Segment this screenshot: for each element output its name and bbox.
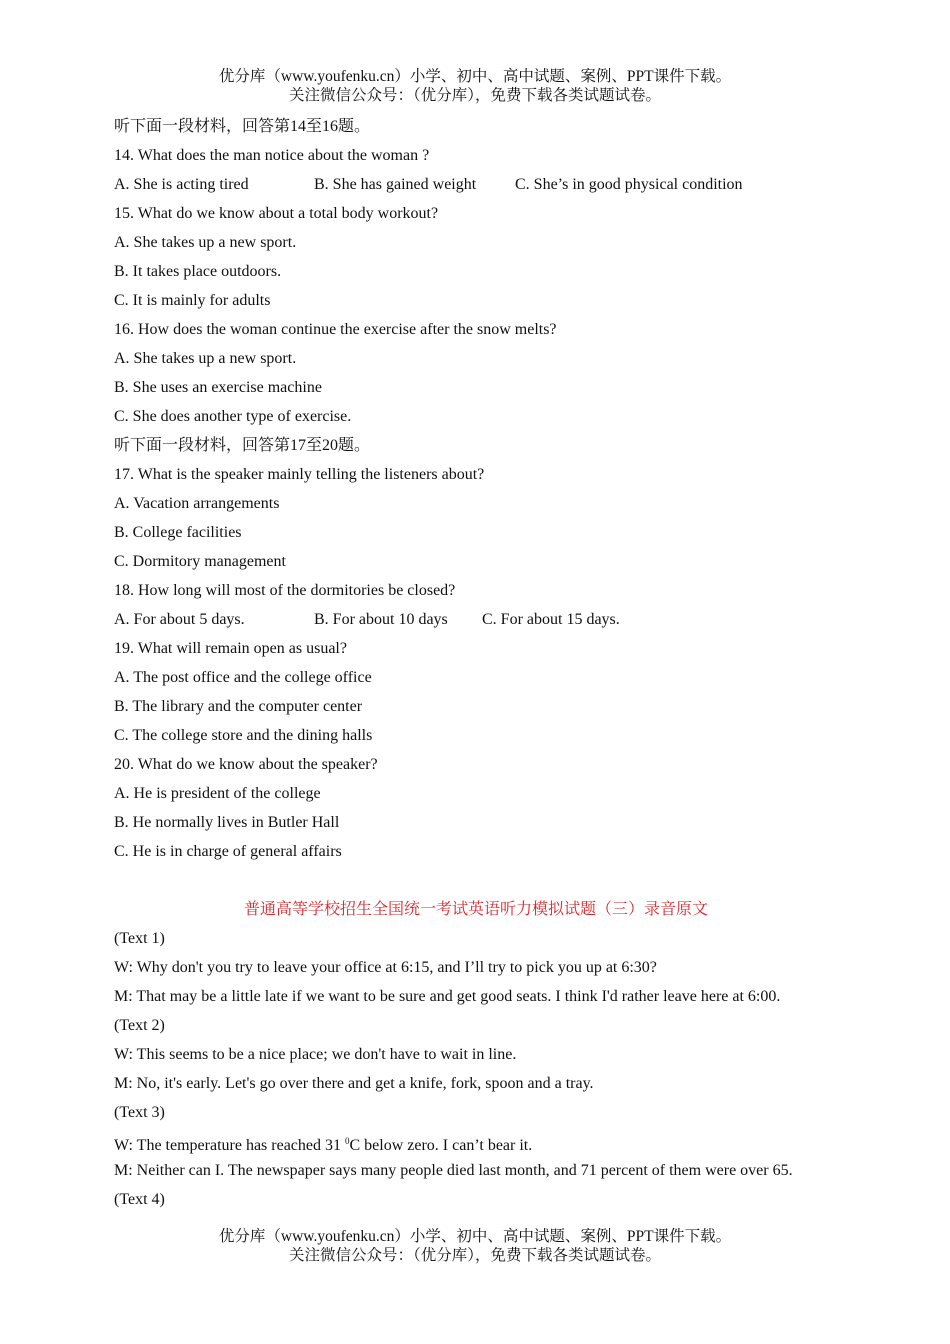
text-1-woman: W: Why don't you try to leave your office at 6:15, and I’ll try to pick you up at 6:30? [114, 959, 657, 976]
option-14c: C. She’s in good physical condition [515, 176, 743, 193]
option-20b: B. He normally lives in Butler Hall [114, 814, 340, 831]
section-intro-17-20: 听下面一段材料，回答第17至20题。 [114, 437, 371, 454]
page-header [0, 67, 950, 105]
question-18: 18. How long will most of the dormitories be closed? [114, 582, 456, 599]
question-14-options [114, 170, 874, 199]
question-16: 16. How does the woman continue the exercise after the snow melts? [114, 321, 557, 338]
footer-line-2: 关注微信公众号：（优分库），免费下载各类试题试卷。 [288, 1247, 661, 1264]
document-body [114, 112, 874, 1214]
page-footer [0, 1227, 950, 1265]
option-18c: C. For about 15 days. [482, 611, 620, 628]
text-3-label: (Text 3) [114, 1104, 165, 1121]
text-3-woman [114, 1127, 874, 1156]
text-2-man: M: No, it's early. Let's go over there and get a knife, fork, spoon and a tray. [114, 1075, 594, 1092]
header-line-1: 优分库（www.youfenku.cn）小学、初中、高中试题、案例、PPT课件下载。 [218, 68, 732, 85]
option-19a: A. The post office and the college office [114, 669, 372, 686]
option-17c: C. Dormitory management [114, 553, 286, 570]
question-15: 15. What do we know about a total body workout? [114, 205, 439, 222]
option-16b: B. She uses an exercise machine [114, 379, 322, 396]
option-19b: B. The library and the computer center [114, 698, 363, 715]
option-17b: B. College facilities [114, 524, 242, 541]
option-15c: C. It is mainly for adults [114, 292, 271, 309]
text-1-man: M: That may be a little late if we want to be sure and get good seats. I think I'd rather leave here at 6:00. [114, 988, 781, 1005]
section-intro-14-16: 听下面一段材料，回答第14至16题。 [114, 118, 371, 135]
option-18b: B. For about 10 days [314, 611, 448, 628]
option-15a: A. She takes up a new sport. [114, 234, 297, 251]
text-3-man: M: Neither can I. The newspaper says many people died last month, and 71 percent of them were over 65. [114, 1162, 793, 1179]
spacer [114, 866, 874, 895]
option-19c: C. The college store and the dining halls [114, 727, 373, 744]
option-16a: A. She takes up a new sport. [114, 350, 297, 367]
option-14b: B. She has gained weight [314, 176, 477, 193]
text-1-label: (Text 1) [114, 930, 165, 947]
option-18a: A. For about 5 days. [114, 611, 245, 628]
option-16c: C. She does another type of exercise. [114, 408, 352, 425]
text-2-label: (Text 2) [114, 1017, 165, 1034]
question-20: 20. What do we know about the speaker? [114, 756, 378, 773]
degree-superscript: 0 [345, 1136, 350, 1146]
option-15b: B. It takes place outdoors. [114, 263, 282, 280]
question-17: 17. What is the speaker mainly telling the listeners about? [114, 466, 485, 483]
question-18-options [114, 605, 874, 634]
text-3-woman-pre: W: The temperature has reached 31 [114, 1137, 345, 1154]
transcript-title: 普通高等学校招生全国统一考试英语听力模拟试题（三）录音原文 [243, 901, 708, 918]
text-3-woman-post: C below zero. I can’t bear it. [349, 1137, 533, 1154]
text-4-label: (Text 4) [114, 1191, 165, 1208]
option-17a: A. Vacation arrangements [114, 495, 280, 512]
text-2-woman: W: This seems to be a nice place; we don't have to wait in line. [114, 1046, 517, 1063]
option-14a: A. She is acting tired [114, 176, 249, 193]
question-19: 19. What will remain open as usual? [114, 640, 347, 657]
header-line-2: 关注微信公众号：（优分库），免费下载各类试题试卷。 [288, 87, 661, 104]
footer-line-1: 优分库（www.youfenku.cn）小学、初中、高中试题、案例、PPT课件下载。 [218, 1228, 732, 1245]
option-20a: A. He is president of the college [114, 785, 321, 802]
question-14: 14. What does the man notice about the woman ? [114, 147, 430, 164]
option-20c: C. He is in charge of general affairs [114, 843, 342, 860]
